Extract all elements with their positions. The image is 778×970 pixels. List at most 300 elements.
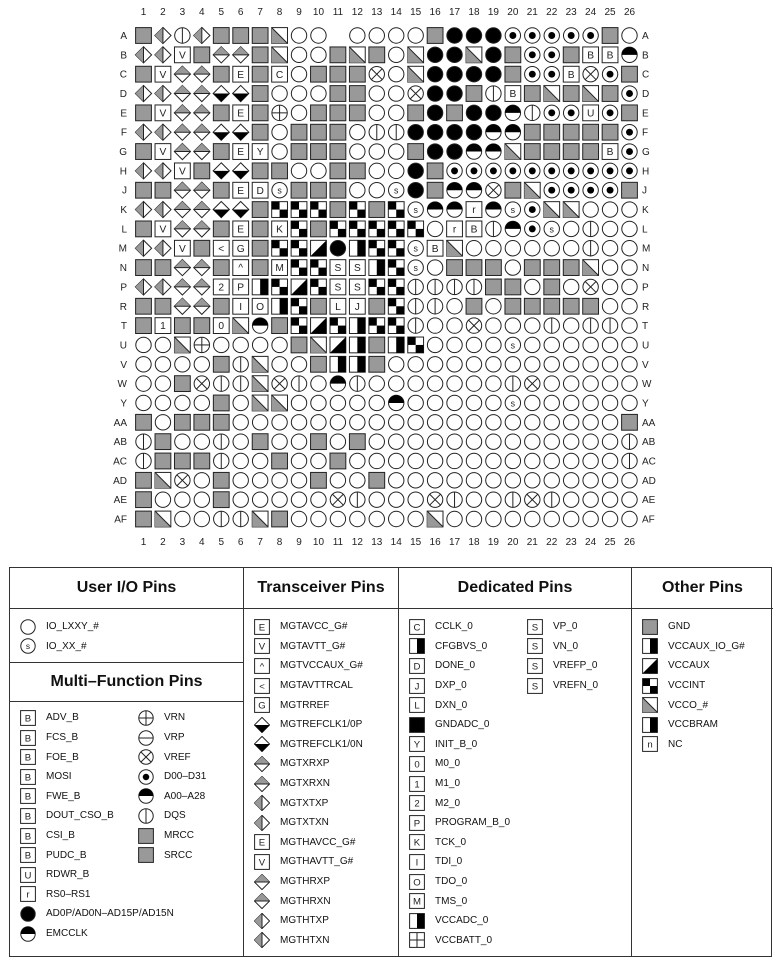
pin-Y7 (252, 395, 268, 411)
pin-AE15 (408, 492, 423, 507)
legend-transceiver-title: Transceiver Pins (244, 568, 398, 609)
pin-C3 (174, 66, 190, 82)
pin-W9 (291, 376, 306, 391)
pin-AD11 (330, 473, 345, 488)
pin-W24 (583, 376, 598, 391)
pin-P13 (369, 279, 385, 295)
pin-Y13 (369, 395, 384, 410)
pin-H17 (447, 163, 462, 178)
pin-AB23 (563, 434, 578, 449)
pin-P8 (272, 279, 288, 295)
pin-U5 (214, 337, 229, 352)
svg-text:B: B (470, 224, 478, 236)
pin-R24 (583, 298, 599, 314)
legend-item-label: MGTVCCAUX_G# (280, 660, 363, 672)
pin-L11 (330, 221, 346, 237)
pin-W19 (486, 376, 501, 391)
pin-H25 (602, 163, 617, 178)
legend-item (527, 676, 598, 696)
pin-F4 (194, 124, 210, 140)
legend-item-label: VCCBRAM (668, 719, 719, 731)
legend-item-label: M0_0 (435, 758, 461, 770)
row-label-left: AD (113, 475, 127, 487)
pin-P18 (466, 279, 481, 294)
diagonal-square-icon (642, 697, 658, 713)
row-label-left: N (119, 263, 127, 275)
pin-T12 (349, 318, 365, 334)
pin-Y15 (408, 395, 423, 410)
black-circle-icon (20, 906, 36, 922)
col-label-bottom: 17 (448, 537, 461, 548)
pin-F15 (408, 125, 423, 140)
pin-F2 (155, 124, 171, 140)
svg-text:B: B (431, 243, 439, 255)
pin-D4 (194, 85, 210, 101)
pin-AF13 (369, 511, 384, 526)
col-label-bottom: 21 (526, 537, 538, 548)
pin-D16 (427, 86, 442, 101)
pin-H9 (291, 163, 306, 178)
pin-AD8 (272, 473, 287, 488)
pin-F18 (466, 125, 481, 140)
legend-item (20, 904, 174, 924)
pin-P24 (583, 279, 598, 294)
row-label-left: R (119, 301, 127, 313)
pin-W11 (330, 376, 345, 391)
pin-AE4 (194, 492, 209, 507)
legend-item-label: TMS_0 (435, 895, 468, 907)
svg-text:E: E (258, 837, 266, 849)
pin-D25 (602, 86, 618, 102)
pin-AA5 (213, 414, 229, 430)
pin-V4 (194, 357, 209, 372)
pin-AD13 (369, 472, 385, 488)
pin-J13 (369, 183, 384, 198)
pin-M6 (233, 240, 249, 256)
row-label-right: U (642, 340, 650, 352)
pin-AC3 (174, 453, 190, 469)
pin-AF12 (350, 511, 365, 526)
legend-dedicated (398, 568, 631, 956)
pin-AB13 (369, 434, 384, 449)
pin-G3 (174, 143, 190, 159)
pin-D19 (486, 86, 501, 101)
pin-T7 (252, 318, 267, 333)
pin-N25 (602, 260, 617, 275)
legend-item-label: IO_LXXY_# (46, 621, 99, 633)
legend-item-label: EMCCLK (46, 928, 88, 940)
letter-square-icon (409, 697, 425, 713)
pin-AA16 (427, 415, 442, 430)
gray-square-icon (642, 619, 658, 635)
pin-G14 (389, 144, 404, 159)
pin-W21 (525, 376, 540, 391)
pin-J26 (622, 182, 638, 198)
row-label-left: AC (113, 456, 127, 468)
svg-text:K: K (413, 837, 421, 849)
pin-J11 (330, 182, 346, 198)
legend-item (20, 637, 243, 657)
pin-C5 (213, 66, 229, 82)
pin-AA22 (544, 415, 559, 430)
pin-F13 (369, 125, 384, 140)
legend-item-label: CSI_B (46, 830, 75, 842)
legend-item-label: MGTHRXN (280, 895, 331, 907)
row-label-left: P (120, 282, 127, 294)
pin-AA25 (602, 415, 617, 430)
legend-other-title: Other Pins (632, 568, 773, 609)
pin-L16 (427, 221, 442, 236)
pin-C12 (349, 66, 365, 82)
pin-AC6 (233, 453, 248, 468)
row-label-right: D (642, 89, 650, 101)
legend-item (254, 891, 398, 911)
pin-AC20 (505, 453, 520, 468)
svg-text:1: 1 (414, 778, 420, 790)
legend-item (254, 872, 398, 892)
pin-G6 (233, 144, 249, 160)
pin-F6 (233, 124, 249, 140)
pin-Y19 (486, 395, 501, 410)
svg-text:G: G (258, 700, 266, 712)
legend-item (254, 774, 398, 794)
pin-J3 (174, 182, 190, 198)
pin-K25 (602, 202, 617, 217)
legend-item-label: PUDC_B (46, 849, 87, 861)
pin-AF17 (447, 511, 462, 526)
legend-item-label: TDI_0 (435, 856, 463, 868)
pin-AA13 (369, 415, 384, 430)
pin-R14 (388, 298, 404, 314)
pin-B13 (369, 47, 385, 63)
row-label-left: K (120, 205, 127, 217)
user-io-list (10, 609, 243, 656)
pin-T23 (563, 318, 578, 333)
legend-item (642, 637, 773, 657)
pin-Y2 (155, 395, 170, 410)
pin-K26 (622, 202, 637, 217)
pin-B15 (408, 47, 424, 63)
pin-K14 (388, 202, 404, 218)
pin-V16 (427, 357, 442, 372)
row-label-right: N (642, 263, 650, 275)
pin-AA4 (194, 414, 210, 430)
pin-AC25 (602, 453, 617, 468)
pin-B8 (272, 47, 288, 63)
pin-U24 (583, 337, 598, 352)
legend-item-label: VRP (164, 732, 185, 744)
pin-B22 (544, 47, 559, 62)
pin-T10 (311, 318, 327, 334)
pin-G10 (311, 144, 327, 160)
pin-F23 (563, 124, 579, 140)
half-black-square-icon (642, 717, 658, 733)
pin-A15 (408, 28, 423, 43)
row-label-left: AF (114, 514, 127, 526)
pin-AC9 (291, 453, 306, 468)
svg-text:1: 1 (160, 321, 166, 333)
pin-M17 (447, 240, 463, 256)
legend-item-label: MGTXTXN (280, 817, 329, 829)
pin-AC19 (486, 453, 501, 468)
pin-AF10 (311, 511, 326, 526)
svg-text:K: K (276, 224, 283, 236)
pin-H22 (544, 163, 559, 178)
pin-AE18 (466, 492, 481, 507)
pin-M23 (563, 241, 578, 256)
pin-Y6 (233, 395, 248, 410)
pin-E23 (563, 105, 578, 120)
row-label-right: AA (642, 417, 656, 429)
legend-item (409, 872, 510, 892)
multi-function-list-2 (138, 708, 206, 865)
pin-L10 (311, 221, 327, 237)
col-label-bottom: 19 (487, 537, 499, 548)
legend-multi-function-title: Multi–Function Pins (10, 662, 243, 702)
pin-W10 (311, 376, 326, 391)
pin-K16 (427, 202, 442, 217)
pin-AA19 (486, 415, 501, 430)
pin-E4 (194, 105, 210, 121)
letter-square-icon (409, 854, 425, 870)
pin-AC22 (544, 453, 559, 468)
legend-item (409, 617, 510, 637)
pin-E26 (622, 105, 638, 121)
pin-U19 (486, 337, 501, 352)
pin-W23 (563, 376, 578, 391)
svg-text:L: L (335, 301, 341, 313)
pin-AC14 (389, 453, 404, 468)
letter-square-icon (20, 730, 36, 746)
pin-AE10 (311, 492, 326, 507)
half-black-square-icon (409, 913, 425, 929)
row-label-right: A (642, 31, 649, 42)
legend-item-label: RDWR_B (46, 869, 90, 881)
pin-N3 (174, 259, 190, 275)
pin-M20 (505, 241, 520, 256)
letter-square-icon (254, 619, 270, 635)
svg-text:0: 0 (218, 321, 225, 333)
pin-R17 (447, 299, 462, 314)
pin-AF16 (427, 511, 443, 527)
pin-W6 (233, 376, 248, 391)
legend-item (138, 826, 206, 846)
svg-text:B: B (24, 713, 32, 725)
pin-D1 (135, 85, 151, 101)
black-square-icon (409, 717, 425, 733)
pin-V9 (291, 357, 306, 372)
svg-text:B: B (587, 50, 595, 62)
svg-text:s: s (413, 204, 418, 215)
pin-P9 (291, 279, 307, 295)
pin-L1 (136, 221, 152, 237)
pin-AD17 (447, 473, 462, 488)
svg-text:B: B (606, 147, 614, 159)
svg-text:V: V (258, 641, 266, 653)
pin-AB16 (427, 434, 442, 449)
pin-G13 (369, 144, 384, 159)
pin-T13 (369, 318, 385, 334)
col-label-bottom: 4 (199, 537, 205, 548)
pin-P12 (349, 279, 365, 295)
letter-square-icon (20, 749, 36, 765)
pin-V25 (602, 357, 617, 372)
col-label-top: 20 (507, 7, 519, 18)
pin-D24 (583, 86, 599, 102)
pin-G18 (466, 144, 481, 159)
pin-U10 (311, 337, 327, 353)
pin-N1 (136, 260, 152, 276)
legend-item-label: VCCADC_0 (435, 915, 489, 927)
col-label-top: 1 (140, 7, 147, 18)
pin-L9 (291, 221, 307, 237)
pin-AD7 (252, 473, 267, 488)
pin-C17 (447, 66, 462, 81)
legend-item-label: MGTRREF (280, 699, 330, 711)
pin-J7 (252, 182, 268, 198)
pin-E12 (349, 105, 365, 121)
pin-AC8 (272, 453, 288, 469)
row-label-left: D (119, 89, 127, 101)
pin-H4 (194, 163, 210, 179)
pin-AB19 (486, 434, 501, 449)
pin-V15 (408, 357, 423, 372)
col-label-bottom: 12 (351, 537, 363, 548)
row-label-right: M (642, 243, 651, 255)
pin-A20 (505, 28, 520, 43)
pin-AF25 (602, 511, 617, 526)
pin-K8 (272, 202, 288, 218)
legend-item-label: MGTHAVCC_G# (280, 836, 356, 848)
pin-AA7 (252, 415, 267, 430)
row-label-right: F (642, 127, 649, 139)
pin-V7 (252, 356, 268, 372)
checker-square-icon (642, 678, 658, 694)
svg-text:E: E (258, 622, 266, 634)
pin-C14 (389, 66, 404, 81)
pin-N4 (194, 259, 210, 275)
pin-E22 (544, 105, 559, 120)
pin-J22 (544, 183, 559, 198)
pin-T16 (427, 318, 442, 333)
pin-AF18 (466, 511, 481, 526)
pin-D2 (155, 85, 171, 101)
col-label-bottom: 10 (312, 537, 325, 548)
pin-C23 (563, 66, 579, 82)
pin-B23 (563, 47, 579, 63)
pin-D23 (563, 86, 579, 102)
pin-AC15 (408, 453, 423, 468)
svg-text:^: ^ (238, 263, 244, 275)
pin-R23 (563, 298, 579, 314)
pin-A18 (466, 28, 481, 43)
legend-item-label: VCCAUX_IO_G# (668, 640, 745, 652)
pin-V26 (622, 357, 637, 372)
pin-H15 (408, 163, 423, 178)
svg-text:C: C (413, 622, 421, 634)
pin-AA23 (563, 415, 578, 430)
pin-L4 (194, 221, 210, 237)
pin-W3 (174, 376, 190, 392)
pin-C9 (291, 66, 306, 81)
letter-square-icon (20, 808, 36, 824)
pin-P21 (525, 279, 540, 294)
pin-B16 (427, 47, 442, 62)
pin-J5 (213, 182, 229, 198)
diamond-horizontal-icon (254, 756, 270, 772)
pin-AA14 (389, 415, 404, 430)
col-label-top: 18 (468, 7, 480, 18)
letter-square-icon (20, 769, 36, 785)
pin-AC12 (350, 453, 365, 468)
pin-T15 (408, 318, 423, 333)
pin-Y8 (272, 395, 288, 411)
pin-F20 (505, 124, 520, 139)
pin-U11 (330, 337, 346, 353)
legend-item-label: VCCINT (668, 680, 706, 692)
pin-R6 (233, 298, 249, 314)
legend-item (409, 931, 510, 951)
pin-T14 (388, 318, 404, 334)
pin-M25 (602, 241, 617, 256)
pin-D8 (272, 86, 287, 101)
pin-B19 (486, 47, 501, 62)
pin-AB7 (252, 434, 268, 450)
legend-item (138, 728, 206, 748)
letter-square-icon (20, 710, 36, 726)
pin-K11 (330, 202, 346, 218)
pin-P25 (602, 279, 617, 294)
pin-U21 (525, 337, 540, 352)
diamond-vertical-icon (254, 913, 270, 929)
col-label-top: 12 (351, 7, 363, 18)
gray-square-icon (138, 828, 154, 844)
svg-text:G: G (236, 243, 245, 255)
pin-AC18 (466, 453, 481, 468)
legend-item-label: INIT_B_0 (435, 738, 478, 750)
pin-AB21 (525, 434, 540, 449)
legend-item-label: MRCC (164, 830, 194, 842)
pin-B11 (330, 47, 346, 63)
col-label-bottom: 2 (160, 537, 166, 548)
pin-R4 (194, 298, 210, 314)
legend-item (138, 747, 206, 767)
pin-W15 (408, 376, 423, 391)
pin-U13 (369, 337, 385, 353)
legend-item-label: FWE_B (46, 790, 81, 802)
pin-U25 (602, 337, 617, 352)
pin-P1 (135, 279, 151, 295)
legend-item (254, 793, 398, 813)
col-label-top: 15 (410, 7, 422, 18)
legend-item-label: IO_XX_# (46, 640, 87, 652)
pin-H5 (213, 163, 229, 179)
pin-C21 (525, 66, 540, 81)
pin-M24 (583, 241, 598, 256)
pin-N26 (622, 260, 637, 275)
svg-text:E: E (237, 147, 245, 159)
col-label-top: 13 (371, 7, 383, 18)
svg-text:C: C (275, 69, 284, 81)
pin-AA21 (525, 415, 540, 430)
split-circle-icon (138, 808, 154, 824)
pin-F17 (447, 125, 462, 140)
pin-AB15 (408, 434, 423, 449)
pin-AD24 (583, 473, 598, 488)
pin-U7 (252, 337, 267, 352)
pin-H23 (563, 163, 578, 178)
pin-N10 (311, 260, 327, 276)
